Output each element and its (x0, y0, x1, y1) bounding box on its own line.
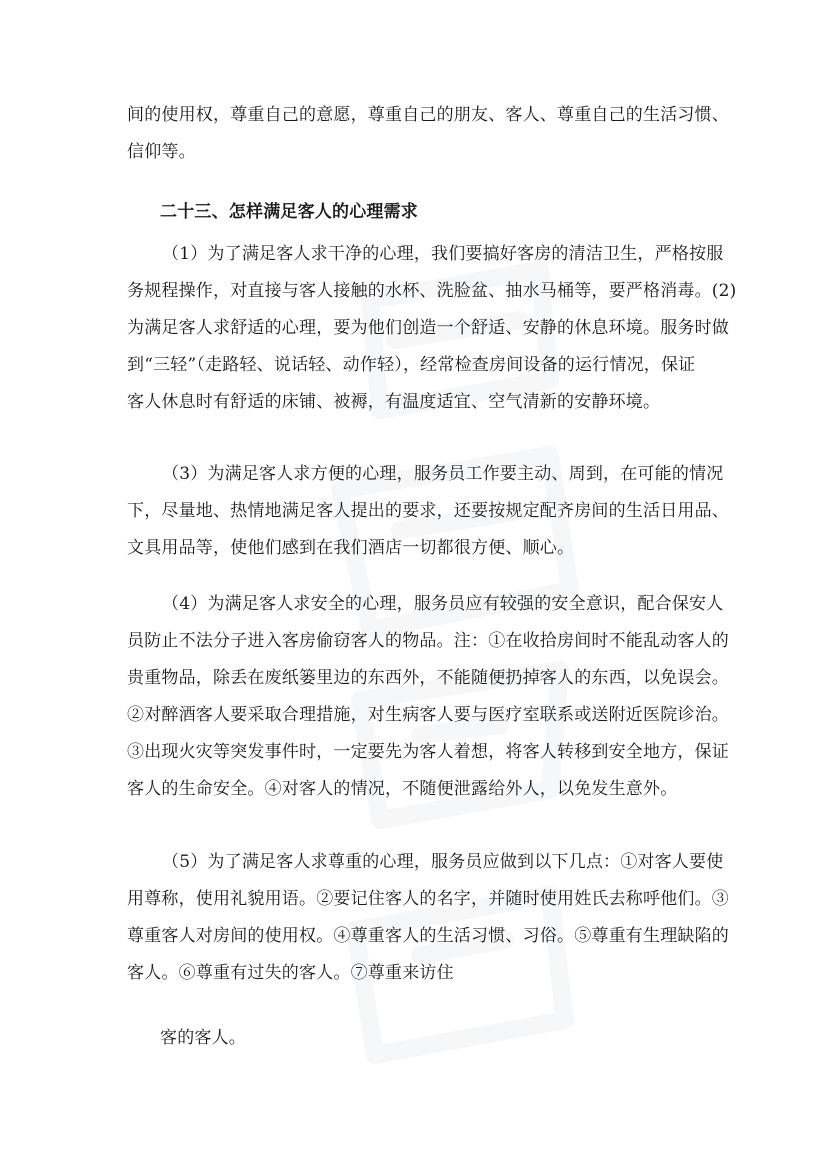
paragraph-1-line-1: （1）为了满足客人求干净的心理，我们要搞好客房的清洁卫生，严格按服 (162, 244, 724, 264)
paragraph-4-line-1: （5）为了满足客人求尊重的心理，服务员应做到以下几点：①对客人要使 (162, 852, 724, 872)
paragraph-2-line-1: （3）为满足客人求方便的心理，服务员工作要主动、周到，在可能的情况 (162, 464, 724, 484)
paragraph-1-line-3: 为满足客人求舒适的心理，要为他们创造一个舒适、安静的休息环境。服务时做 (127, 318, 729, 338)
intro-line-1: 间的使用权，尊重自己的意愿，尊重自己的朋友、客人、尊重自己的生活习惯、 (127, 105, 729, 125)
paragraph-1-line-5: 客人休息时有舒适的床铺、被褥，有温度适宜、空气清新的安静环境。 (127, 392, 661, 412)
section-heading: 二十三、怎样满足客人的心理需求 (160, 202, 418, 222)
paragraph-1-line-4: 到“三轻”（走路轻、说话轻、动作轻），经常检查房间设备的运行情况，保证 (127, 355, 696, 375)
paragraph-2-line-3: 文具用品等，使他们感到在我们酒店一切都很方便、顺心。 (127, 538, 575, 558)
paragraph-3 (127, 586, 729, 808)
paragraph-4-line-4: 客人。⑥尊重有过失的客人。⑦尊重来访住 (127, 963, 454, 983)
paragraph-1-line-2: 务规程操作，对直接与客人接触的水杯、洗脸盆、抽水马桶等，要严格消毒。(2) (127, 281, 737, 301)
paragraph-4 (127, 844, 729, 992)
paragraph-3-line-5: ③出现火灾等突发事件时，一定要先为客人着想，将客人转移到安全地方，保证 (127, 742, 729, 762)
paragraph-3-line-2: 员防止不法分子进入客房偷窃客人的物品。注：①在收拾房间时不能乱动客人的 (127, 631, 729, 651)
paragraph-3-line-4: ②对醉酒客人要采取合理措施，对生病客人要与医疗室联系或送附近医院诊治。 (127, 705, 729, 725)
paragraph-2 (127, 456, 729, 567)
paragraph-4-line-3: 尊重客人对房间的使用权。④尊重客人的生活习惯、习俗。⑤尊重有生理缺陷的 (127, 926, 729, 946)
paragraph-3-line-1: （4）为满足客人求安全的心理，服务员应有较强的安全意识，配合保安人 (162, 594, 724, 614)
paragraph-3-line-6: 客人的生命安全。④对客人的情况，不随便泄露给外人，以免发生意外。 (127, 779, 678, 799)
paragraph-4-line-2: 用尊称，使用礼貌用语。②要记住客人的名字，并随时使用姓氏去称呼他们。③ (127, 889, 729, 909)
intro-paragraph (127, 97, 729, 171)
paragraph-3-line-3: 贵重物品，除丢在废纸篓里边的东西外，不能随便扔掉客人的东西，以免误会。 (127, 668, 729, 688)
paragraph-1 (127, 236, 737, 421)
intro-line-2: 信仰等。 (127, 142, 196, 162)
paragraph-2-line-2: 下，尽量地、热情地满足客人提出的要求，还要按规定配齐房间的生活日用品、 (127, 501, 729, 521)
closing-line: 客的客人。 (160, 1028, 246, 1048)
